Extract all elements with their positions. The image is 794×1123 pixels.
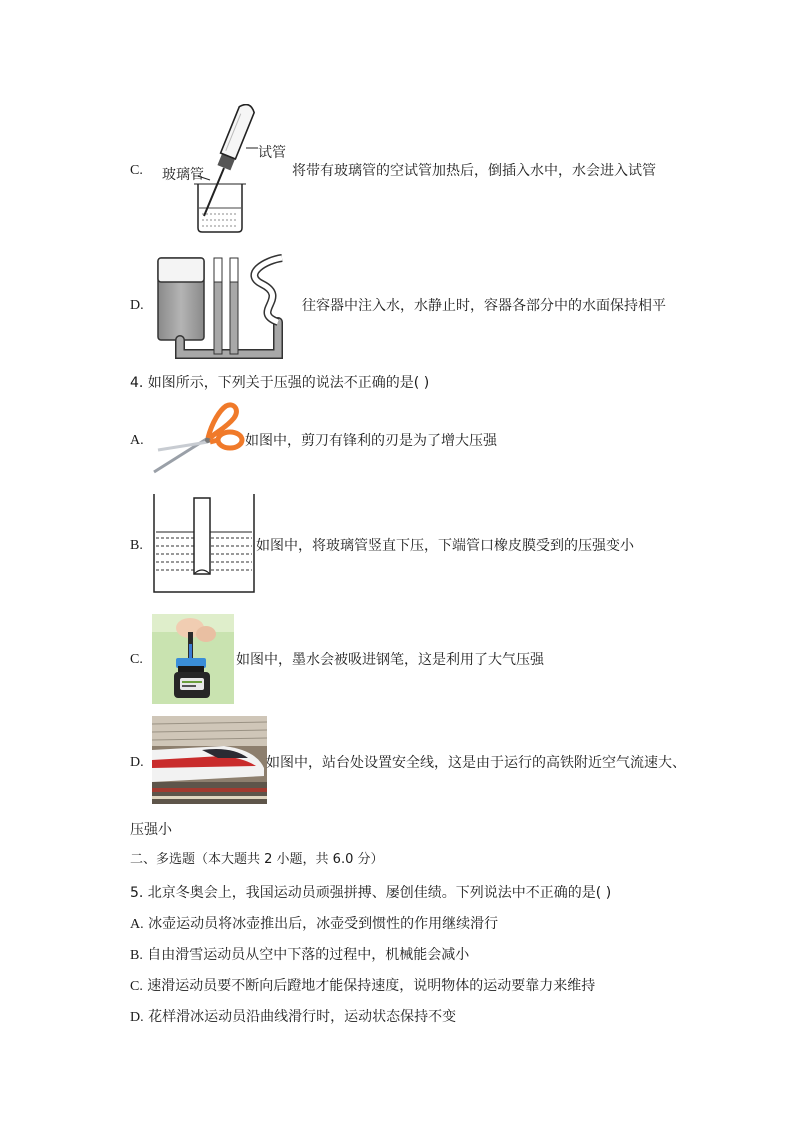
q4-stem: 4. 如图所示，下列关于压强的说法不正确的是( ) xyxy=(130,375,430,391)
glass-tube-label: 玻璃管 xyxy=(162,167,204,183)
q5-option-c xyxy=(130,977,595,996)
scissors-icon xyxy=(150,402,246,476)
q4-option-b-text: 如图中，将玻璃管竖直下压，下端管口橡皮膜受到的压强变小 xyxy=(256,538,634,554)
pen-ink-photo xyxy=(152,614,234,704)
q4-option-d-continuation: 压强小 xyxy=(130,822,172,838)
q4-option-d-letter: D. xyxy=(130,755,144,770)
q4-option-a-text: 如图中，剪刀有锋利的刃是为了增大压强 xyxy=(245,433,497,449)
q5-option-a xyxy=(130,915,498,934)
train-photo xyxy=(152,716,267,804)
q3-option-c-letter: C. xyxy=(130,163,143,178)
q3-option-d-letter: D. xyxy=(130,298,144,313)
q4-option-b-letter: B. xyxy=(130,538,143,553)
q5-option-a-text: 冰壶运动员将冰壶推出后，冰壶受到惯性的作用继续滑行 xyxy=(148,916,499,932)
q3-option-d-text: 往容器中注入水，水静止时，容器各部分中的水面保持相平 xyxy=(302,298,666,314)
q5-option-c-text: 速滑运动员要不断向后蹬地才能保持速度，说明物体的运动要靠力来维持 xyxy=(147,978,596,994)
q5-stem: 5. 北京冬奥会上，我国运动员顽强拼搏、屡创佳绩。下列说法中不正确的是( ) xyxy=(130,885,612,901)
q5-option-c-letter: C. xyxy=(130,979,143,994)
q5-option-d xyxy=(130,1008,456,1027)
q5-option-d-text: 花样滑冰运动员沿曲线滑行时，运动状态保持不变 xyxy=(148,1009,457,1025)
connected-vessels-figure xyxy=(150,250,290,360)
beaker-tube-icon xyxy=(150,492,258,596)
q5-option-b-letter: B. xyxy=(130,948,143,963)
q3-option-c-text: 将带有玻璃管的空试管加热后，倒插入水中，水会进入试管 xyxy=(292,163,656,179)
q5-option-b xyxy=(130,946,469,965)
section-title: 二、多选题（本大题共 2 小题，共 6.0 分） xyxy=(130,852,384,867)
q4-option-c-letter: C. xyxy=(130,652,143,667)
q4-option-a-letter: A. xyxy=(130,433,144,448)
q5-option-b-text: 自由滑雪运动员从空中下落的过程中，机械能会减小 xyxy=(147,947,470,963)
q4-option-c-text: 如图中，墨水会被吸进钢笔，这是利用了大气压强 xyxy=(236,652,544,668)
q5-option-a-letter: A. xyxy=(130,917,144,932)
test-tube-label: 试管 xyxy=(258,145,286,161)
q5-option-d-letter: D. xyxy=(130,1010,144,1025)
q4-option-d-text: 如图中，站台处设置安全线，这是由于运行的高铁附近空气流速大、 xyxy=(266,755,686,771)
